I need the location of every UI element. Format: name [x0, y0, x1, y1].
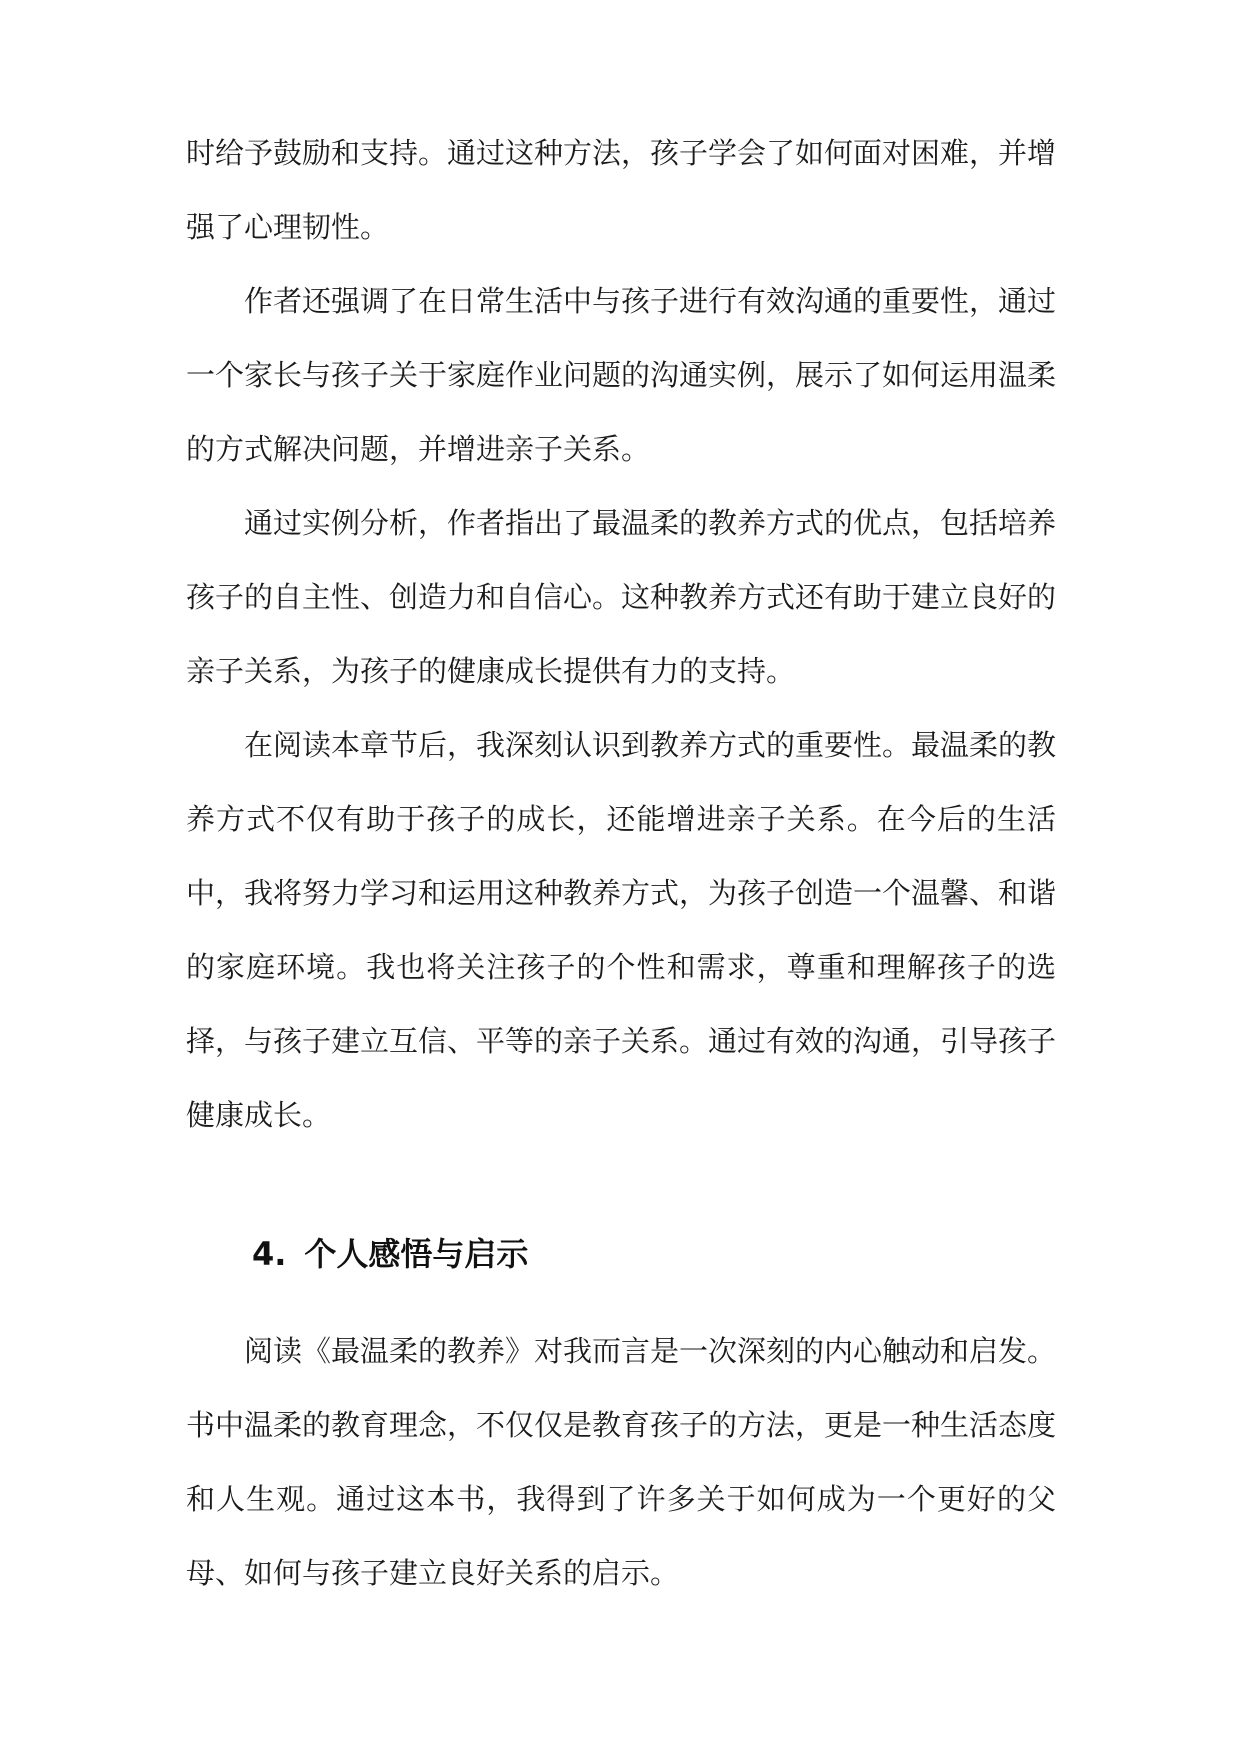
paragraph-insight: 阅读《最温柔的教养》对我而言是一次深刻的内心触动和启发。书中温柔的教育理念，不仅仅是教育孩子的方法，更是一种生活态度和人生观。通过这本书，我得到了许多关于如何成为一个更好的父母、如何与孩子建立良好关系的启示。 [186, 1334, 1057, 1590]
paragraph-reflection: 在阅读本章节后，我深刻认识到教养方式的重要性。最温柔的教养方式不仅有助于孩子的成长，还能增进亲子关系。在今后的生活中，我将努力学习和运用这种教养方式，为孩子创造一个温馨、和谐的家庭环境。我也将关注孩子的个性和需求，尊重和理解孩子的选择，与孩子建立互信、平等的亲子关系。通过有效的沟通，引导孩子健康成长。 [186, 728, 1057, 1132]
paragraph-analysis: 通过实例分析，作者指出了最温柔的教养方式的优点，包括培养孩子的自主性、创造力和自信心。这种教养方式还有助于建立良好的亲子关系，为孩子的健康成长提供有力的支持。 [186, 506, 1057, 688]
body-text-bottom [186, 1314, 1056, 1610]
section-number: 4. [252, 1235, 287, 1273]
body-text-top [186, 116, 1056, 1152]
paragraph-communication: 作者还强调了在日常生活中与孩子进行有效沟通的重要性，通过一个家长与孩子关于家庭作业问题的沟通实例，展示了如何运用温柔的方式解决问题，并增进亲子关系。 [186, 284, 1057, 466]
section-heading [252, 1234, 528, 1274]
paragraph-continued: 时给予鼓励和支持。通过这种方法，孩子学会了如何面对困难，并增强了心理韧性。 [186, 136, 1057, 244]
section-title: 个人感悟与启示 [304, 1235, 529, 1273]
